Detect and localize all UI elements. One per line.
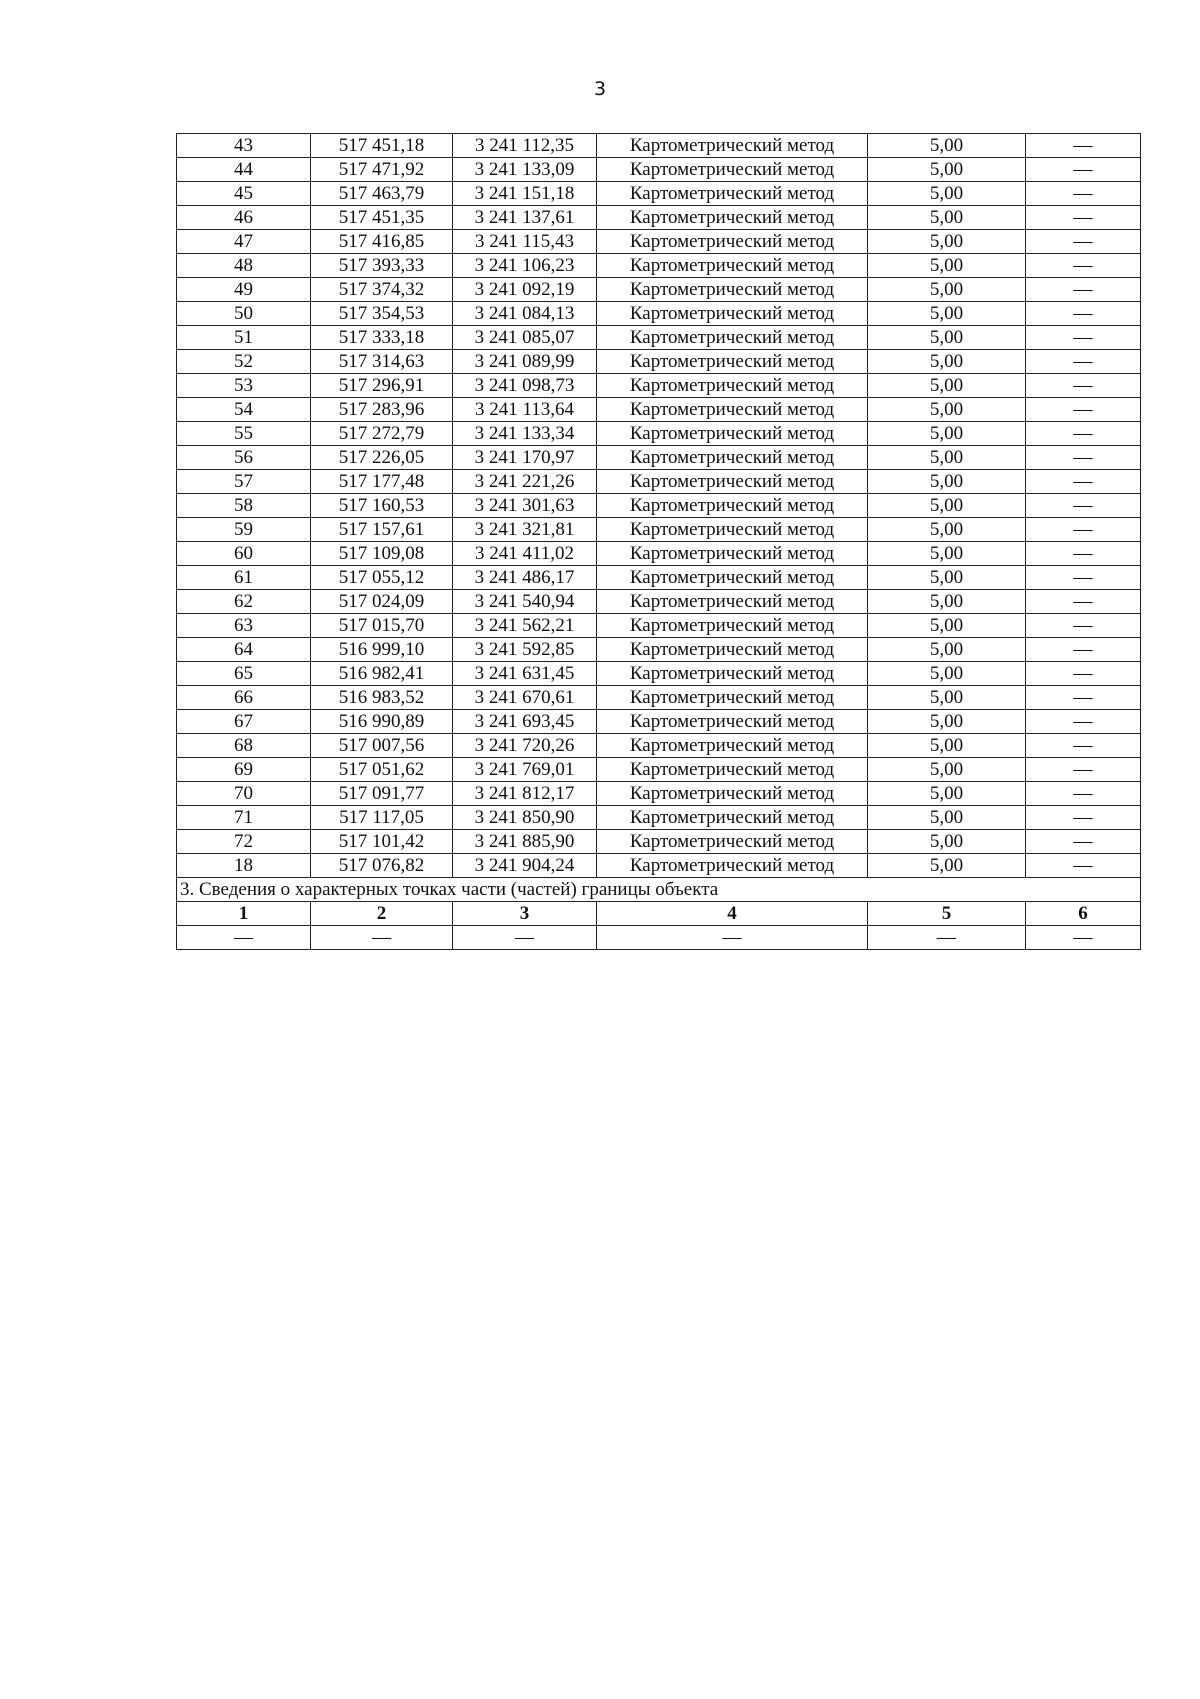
description-cell: — (1026, 854, 1141, 878)
description-cell: — (1026, 302, 1141, 326)
accuracy-cell: 5,00 (868, 590, 1026, 614)
method-cell: Картометрический метод (597, 782, 868, 806)
y-coordinate-cell: 3 241 592,85 (453, 638, 597, 662)
y-coordinate-cell: 3 241 113,64 (453, 398, 597, 422)
point-number-cell: 64 (177, 638, 311, 662)
x-coordinate-cell: 517 333,18 (311, 326, 453, 350)
point-number-cell: 47 (177, 230, 311, 254)
point-number-cell: 67 (177, 710, 311, 734)
accuracy-cell: 5,00 (868, 686, 1026, 710)
column-number-6: 6 (1026, 902, 1141, 926)
method-cell: Картометрический метод (597, 590, 868, 614)
y-coordinate-cell: 3 241 106,23 (453, 254, 597, 278)
point-number-cell: 72 (177, 830, 311, 854)
description-cell: — (1026, 134, 1141, 158)
method-cell: Картометрический метод (597, 566, 868, 590)
table-row (177, 734, 1141, 758)
x-coordinate-cell: 517 296,91 (311, 374, 453, 398)
table-row (177, 566, 1141, 590)
x-coordinate-cell: 517 157,61 (311, 518, 453, 542)
accuracy-cell: 5,00 (868, 230, 1026, 254)
accuracy-cell: 5,00 (868, 398, 1026, 422)
table-row (177, 470, 1141, 494)
y-coordinate-cell: 3 241 089,99 (453, 350, 597, 374)
table-row (177, 278, 1141, 302)
point-number-cell: 53 (177, 374, 311, 398)
table-row (177, 638, 1141, 662)
table-row (177, 758, 1141, 782)
point-number-cell: 69 (177, 758, 311, 782)
x-coordinate-cell: 517 354,53 (311, 302, 453, 326)
table-row (177, 302, 1141, 326)
description-cell: — (1026, 590, 1141, 614)
point-number-cell: 68 (177, 734, 311, 758)
x-coordinate-cell: 517 160,53 (311, 494, 453, 518)
x-coordinate-cell: 517 091,77 (311, 782, 453, 806)
y-coordinate-cell: 3 241 562,21 (453, 614, 597, 638)
point-number-cell: 61 (177, 566, 311, 590)
method-cell: Картометрический метод (597, 638, 868, 662)
x-coordinate-cell: 517 109,08 (311, 542, 453, 566)
point-number-cell: 70 (177, 782, 311, 806)
point-number-cell: 71 (177, 806, 311, 830)
table-row (177, 710, 1141, 734)
y-coordinate-cell: 3 241 092,19 (453, 278, 597, 302)
description-cell: — (1026, 446, 1141, 470)
x-coordinate-cell: 517 374,32 (311, 278, 453, 302)
y-coordinate-cell: 3 241 301,63 (453, 494, 597, 518)
point-number-cell: 52 (177, 350, 311, 374)
x-coordinate-cell: 517 177,48 (311, 470, 453, 494)
accuracy-cell: 5,00 (868, 542, 1026, 566)
x-coordinate-cell: 517 283,96 (311, 398, 453, 422)
point-number-cell: 66 (177, 686, 311, 710)
description-cell: — (1026, 758, 1141, 782)
description-cell: — (1026, 830, 1141, 854)
table-row (177, 254, 1141, 278)
table-body (177, 134, 1141, 950)
y-coordinate-cell: 3 241 321,81 (453, 518, 597, 542)
section-3-empty-row (177, 926, 1141, 950)
x-coordinate-cell: 517 076,82 (311, 854, 453, 878)
y-coordinate-cell: 3 241 540,94 (453, 590, 597, 614)
description-cell: — (1026, 686, 1141, 710)
x-coordinate-cell: 517 314,63 (311, 350, 453, 374)
table-row (177, 158, 1141, 182)
accuracy-cell: 5,00 (868, 566, 1026, 590)
x-coordinate-cell: 517 117,05 (311, 806, 453, 830)
section-3-title: 3. Сведения о характерных точках части (частей) границы объекта (177, 878, 1141, 902)
accuracy-cell: 5,00 (868, 374, 1026, 398)
method-cell: Картометрический метод (597, 446, 868, 470)
table-row (177, 782, 1141, 806)
method-cell: Картометрический метод (597, 326, 868, 350)
accuracy-cell: 5,00 (868, 326, 1026, 350)
accuracy-cell: 5,00 (868, 758, 1026, 782)
table-row (177, 590, 1141, 614)
description-cell: — (1026, 518, 1141, 542)
empty-cell-1: — (177, 926, 311, 950)
table-row (177, 830, 1141, 854)
y-coordinate-cell: 3 241 221,26 (453, 470, 597, 494)
accuracy-cell: 5,00 (868, 422, 1026, 446)
description-cell: — (1026, 782, 1141, 806)
description-cell: — (1026, 326, 1141, 350)
accuracy-cell: 5,00 (868, 638, 1026, 662)
table-row (177, 614, 1141, 638)
y-coordinate-cell: 3 241 670,61 (453, 686, 597, 710)
point-number-cell: 56 (177, 446, 311, 470)
table-row (177, 206, 1141, 230)
x-coordinate-cell: 516 983,52 (311, 686, 453, 710)
method-cell: Картометрический метод (597, 494, 868, 518)
table-row (177, 518, 1141, 542)
x-coordinate-cell: 517 226,05 (311, 446, 453, 470)
description-cell: — (1026, 542, 1141, 566)
method-cell: Картометрический метод (597, 614, 868, 638)
x-coordinate-cell: 517 051,62 (311, 758, 453, 782)
point-number-cell: 54 (177, 398, 311, 422)
description-cell: — (1026, 806, 1141, 830)
y-coordinate-cell: 3 241 115,43 (453, 230, 597, 254)
x-coordinate-cell: 517 451,35 (311, 206, 453, 230)
x-coordinate-cell: 517 463,79 (311, 182, 453, 206)
point-number-cell: 63 (177, 614, 311, 638)
method-cell: Картометрический метод (597, 206, 868, 230)
description-cell: — (1026, 566, 1141, 590)
x-coordinate-cell: 517 272,79 (311, 422, 453, 446)
x-coordinate-cell: 517 471,92 (311, 158, 453, 182)
description-cell: — (1026, 662, 1141, 686)
accuracy-cell: 5,00 (868, 710, 1026, 734)
method-cell: Картометрический метод (597, 686, 868, 710)
description-cell: — (1026, 158, 1141, 182)
table-row (177, 374, 1141, 398)
x-coordinate-cell: 517 393,33 (311, 254, 453, 278)
description-cell: — (1026, 422, 1141, 446)
method-cell: Картометрический метод (597, 254, 868, 278)
description-cell: — (1026, 350, 1141, 374)
point-number-cell: 18 (177, 854, 311, 878)
table-row (177, 326, 1141, 350)
x-coordinate-cell: 517 015,70 (311, 614, 453, 638)
point-number-cell: 51 (177, 326, 311, 350)
point-number-cell: 45 (177, 182, 311, 206)
method-cell: Картометрический метод (597, 230, 868, 254)
y-coordinate-cell: 3 241 486,17 (453, 566, 597, 590)
accuracy-cell: 5,00 (868, 494, 1026, 518)
table-row (177, 806, 1141, 830)
method-cell: Картометрический метод (597, 518, 868, 542)
point-number-cell: 46 (177, 206, 311, 230)
table-row (177, 398, 1141, 422)
empty-cell-5: — (868, 926, 1026, 950)
accuracy-cell: 5,00 (868, 254, 1026, 278)
accuracy-cell: 5,00 (868, 734, 1026, 758)
method-cell: Картометрический метод (597, 134, 868, 158)
y-coordinate-cell: 3 241 769,01 (453, 758, 597, 782)
column-number-3: 3 (453, 902, 597, 926)
accuracy-cell: 5,00 (868, 350, 1026, 374)
description-cell: — (1026, 374, 1141, 398)
method-cell: Картометрический метод (597, 158, 868, 182)
table-row (177, 446, 1141, 470)
point-number-cell: 59 (177, 518, 311, 542)
description-cell: — (1026, 206, 1141, 230)
x-coordinate-cell: 516 982,41 (311, 662, 453, 686)
description-cell: — (1026, 182, 1141, 206)
description-cell: — (1026, 230, 1141, 254)
table-row (177, 230, 1141, 254)
table-row (177, 494, 1141, 518)
y-coordinate-cell: 3 241 693,45 (453, 710, 597, 734)
y-coordinate-cell: 3 241 133,34 (453, 422, 597, 446)
point-number-cell: 58 (177, 494, 311, 518)
table-row (177, 854, 1141, 878)
method-cell: Картометрический метод (597, 350, 868, 374)
point-number-cell: 60 (177, 542, 311, 566)
method-cell: Картометрический метод (597, 662, 868, 686)
section-3-title-row (177, 878, 1141, 902)
boundary-points-table (176, 133, 1141, 950)
y-coordinate-cell: 3 241 151,18 (453, 182, 597, 206)
method-cell: Картометрический метод (597, 278, 868, 302)
description-cell: — (1026, 278, 1141, 302)
method-cell: Картометрический метод (597, 182, 868, 206)
accuracy-cell: 5,00 (868, 806, 1026, 830)
y-coordinate-cell: 3 241 133,09 (453, 158, 597, 182)
method-cell: Картометрический метод (597, 398, 868, 422)
description-cell: — (1026, 638, 1141, 662)
point-number-cell: 44 (177, 158, 311, 182)
point-number-cell: 50 (177, 302, 311, 326)
method-cell: Картометрический метод (597, 302, 868, 326)
point-number-cell: 48 (177, 254, 311, 278)
method-cell: Картометрический метод (597, 854, 868, 878)
method-cell: Картометрический метод (597, 710, 868, 734)
y-coordinate-cell: 3 241 885,90 (453, 830, 597, 854)
point-number-cell: 55 (177, 422, 311, 446)
column-number-1: 1 (177, 902, 311, 926)
y-coordinate-cell: 3 241 137,61 (453, 206, 597, 230)
column-number-4: 4 (597, 902, 868, 926)
empty-cell-3: — (453, 926, 597, 950)
accuracy-cell: 5,00 (868, 782, 1026, 806)
method-cell: Картометрический метод (597, 806, 868, 830)
page-number: 3 (593, 78, 607, 100)
method-cell: Картометрический метод (597, 374, 868, 398)
method-cell: Картометрический метод (597, 734, 868, 758)
y-coordinate-cell: 3 241 850,90 (453, 806, 597, 830)
y-coordinate-cell: 3 241 904,24 (453, 854, 597, 878)
empty-cell-6: — (1026, 926, 1141, 950)
y-coordinate-cell: 3 241 631,45 (453, 662, 597, 686)
method-cell: Картометрический метод (597, 470, 868, 494)
y-coordinate-cell: 3 241 112,35 (453, 134, 597, 158)
table-row (177, 542, 1141, 566)
method-cell: Картометрический метод (597, 758, 868, 782)
table-row (177, 134, 1141, 158)
description-cell: — (1026, 254, 1141, 278)
y-coordinate-cell: 3 241 084,13 (453, 302, 597, 326)
x-coordinate-cell: 516 990,89 (311, 710, 453, 734)
point-number-cell: 65 (177, 662, 311, 686)
accuracy-cell: 5,00 (868, 662, 1026, 686)
x-coordinate-cell: 517 055,12 (311, 566, 453, 590)
accuracy-cell: 5,00 (868, 182, 1026, 206)
x-coordinate-cell: 517 451,18 (311, 134, 453, 158)
x-coordinate-cell: 517 101,42 (311, 830, 453, 854)
y-coordinate-cell: 3 241 085,07 (453, 326, 597, 350)
accuracy-cell: 5,00 (868, 206, 1026, 230)
x-coordinate-cell: 517 007,56 (311, 734, 453, 758)
table-row (177, 422, 1141, 446)
table-row (177, 350, 1141, 374)
method-cell: Картометрический метод (597, 422, 868, 446)
accuracy-cell: 5,00 (868, 470, 1026, 494)
point-number-cell: 57 (177, 470, 311, 494)
x-coordinate-cell: 517 416,85 (311, 230, 453, 254)
description-cell: — (1026, 710, 1141, 734)
description-cell: — (1026, 734, 1141, 758)
accuracy-cell: 5,00 (868, 830, 1026, 854)
table-row (177, 662, 1141, 686)
column-number-2: 2 (311, 902, 453, 926)
accuracy-cell: 5,00 (868, 614, 1026, 638)
section-3-column-numbers-row (177, 902, 1141, 926)
accuracy-cell: 5,00 (868, 134, 1026, 158)
empty-cell-4: — (597, 926, 868, 950)
method-cell: Картометрический метод (597, 542, 868, 566)
x-coordinate-cell: 516 999,10 (311, 638, 453, 662)
description-cell: — (1026, 398, 1141, 422)
y-coordinate-cell: 3 241 720,26 (453, 734, 597, 758)
empty-cell-2: — (311, 926, 453, 950)
y-coordinate-cell: 3 241 170,97 (453, 446, 597, 470)
y-coordinate-cell: 3 241 812,17 (453, 782, 597, 806)
accuracy-cell: 5,00 (868, 158, 1026, 182)
method-cell: Картометрический метод (597, 830, 868, 854)
column-number-5: 5 (868, 902, 1026, 926)
description-cell: — (1026, 494, 1141, 518)
table-row (177, 182, 1141, 206)
y-coordinate-cell: 3 241 411,02 (453, 542, 597, 566)
table-row (177, 686, 1141, 710)
point-number-cell: 49 (177, 278, 311, 302)
accuracy-cell: 5,00 (868, 854, 1026, 878)
accuracy-cell: 5,00 (868, 446, 1026, 470)
accuracy-cell: 5,00 (868, 302, 1026, 326)
accuracy-cell: 5,00 (868, 278, 1026, 302)
x-coordinate-cell: 517 024,09 (311, 590, 453, 614)
description-cell: — (1026, 614, 1141, 638)
accuracy-cell: 5,00 (868, 518, 1026, 542)
point-number-cell: 43 (177, 134, 311, 158)
point-number-cell: 62 (177, 590, 311, 614)
y-coordinate-cell: 3 241 098,73 (453, 374, 597, 398)
description-cell: — (1026, 470, 1141, 494)
